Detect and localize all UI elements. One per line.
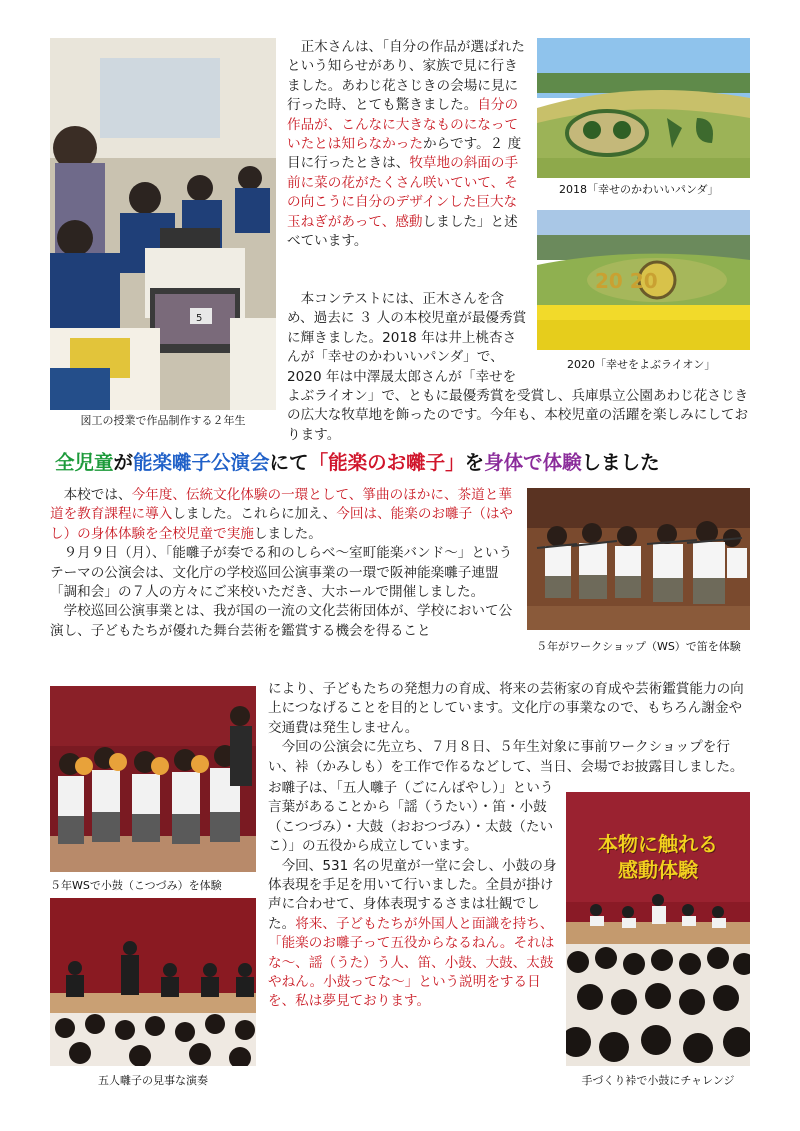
- classroom-caption: 図工の授業で作品制作する２年生: [80, 414, 246, 427]
- top-paragraph-1-run-3: 牧草地の斜面の手前に菜の花がたくさん咲いていて、その向こうに自分のデザインした巨大な玉ねぎがあって、感動: [287, 155, 519, 230]
- article-paragraph-1-run-0: 本校では、: [63, 487, 132, 503]
- kotsuzumi-ws-photo: [50, 686, 256, 872]
- headline-part-1: 全児童: [55, 451, 114, 474]
- article-paragraph-2: ９月９日（月）、「能囃子が奏でる和のしらべ〜室町能楽バンド〜」というテーマの公演会は、文化庁の学校巡回公演事業の一環で阪神能楽囃子連盟「調和会」の７人の方々にご来校いただき、大ホールで開催しました。: [50, 545, 513, 601]
- article-headline: [55, 448, 755, 478]
- article-paragraph-1: [50, 486, 518, 544]
- overlay-text-line-2: 感動体験: [618, 858, 698, 882]
- lion-caption: 2020「幸せをよぶライオン」: [567, 358, 716, 371]
- kamishimo-hall-photo: [566, 792, 750, 1066]
- gonin-bayashi-photo: [50, 898, 256, 1066]
- top-paragraph-1-run-2: からです。２ 度目に行ったときは、: [287, 136, 522, 172]
- top-paragraph-2-text: 本コンテストには、正木さんを含め、過去に ３ 人の本校児童が最優秀賞に輝きました。2018 年は井上桃杏さんが「幸せのかわいいパンダ」で、2020 年は中澤晟太郎さんが「幸せをよぶライオン」で、ともに最優秀賞を受賞し、兵庫県立公園あわじ花さじきの広大な牧草地を飾ったのです。今年も、本校児童の活躍を楽しみにしております。: [287, 291, 749, 442]
- article-paragraph-5: お囃子は、「五人囃子（ごにんばやし）」という言葉があることから「謡（うたい）・笛・小鼓（こつづみ）・大鼓（おおつづみ）・太鼓（たいこ）」の五役から成立しています。: [268, 780, 554, 855]
- top-paragraph-1-run-4: しました」と述べています。: [287, 213, 518, 250]
- headline-part-8: しました: [581, 451, 660, 474]
- flute-workshop-photo: [527, 488, 750, 630]
- top-paragraph-1-run-0: 正木さんは、「自分の作品が選ばれたという知らせがあり、家族で見に行きました。あわじ花さじきの会場に見に行った時、とても驚きました。: [287, 39, 525, 114]
- lion-field-number: 20 20: [595, 269, 658, 293]
- article-column-mid: [268, 680, 750, 777]
- photo1-number: 5: [196, 313, 203, 324]
- article-paragraph-1-run-4: しました。: [253, 525, 322, 542]
- article-paragraph-6-run-1: 将来、子どもたちが外国人と面識を持ち、「能楽のお囃子って五役からなるねん。それはな〜、謡（うた）う人、笛、小鼓、大鼓、太鼓やねん。小鼓ってな〜」という説明をする日を、私は夢見ております。: [268, 915, 555, 1010]
- flute-workshop-caption: ５年がワークショップ（WS）で笛を体験: [536, 640, 741, 653]
- headline-part-3: 能楽囃子公演会: [133, 451, 270, 474]
- top-paragraph-1-run-1: 自分の作品が、こんなに大きなものになっていたとは知らなかった: [287, 97, 519, 153]
- kotsuzumi-caption: ５年WSで小鼓（こつづみ）を体験: [50, 879, 222, 892]
- top-paragraph-1: [287, 38, 527, 251]
- headline-part-5: 「能楽のお囃子」: [308, 451, 465, 474]
- classroom-photo: [50, 38, 276, 410]
- article-paragraph-6-run-0: 今回、531 名の児童が一堂に会し、小鼓の身体表現を手足を用いて行いました。全員が掛け声に合わせて、身体表現するさまは壮観でした。: [268, 857, 557, 932]
- gonin-caption: 五人囃子の見事な演奏: [98, 1074, 208, 1087]
- headline-part-6: を: [464, 451, 485, 474]
- headline-part-7: 身体で体験: [484, 451, 582, 474]
- article-paragraph-6: [268, 857, 558, 1012]
- article-paragraph-1-run-1: 今年度、伝統文化体験の一環として、箏曲のほかに、茶道と華道を教育課程に導入: [50, 487, 512, 523]
- top-para2-wrap: [287, 290, 753, 442]
- top-text-column: [287, 38, 527, 251]
- article-column-top: [50, 486, 518, 641]
- headline-part-2: が: [113, 451, 134, 474]
- article-paragraph-1-run-3: 今回は、能楽のお囃子（はやし）の身体体験を全校児童で実施: [50, 506, 514, 542]
- overlay-text-line-1: 本物に触れる: [598, 832, 718, 856]
- kamishimo-caption: 手づくり裃で小鼓にチャレンジ: [581, 1074, 735, 1087]
- panda-caption: 2018「幸せのかわいいパンダ」: [559, 183, 719, 196]
- article-column-lower: [268, 779, 558, 1012]
- article-paragraph-4: 今回の公演会に先立ち、７月８日、５年生対象に事前ワークショップを行い、裃（かみしも）を工作で作るなどして、当日、会場でお披露目しました。: [268, 739, 744, 775]
- article-paragraph-3a: 学校巡回公演事業とは、我が国の一流の文化芸術団体が、学校において公演し、子どもたちが優れた舞台芸術を鑑賞する機会を得ること: [50, 603, 513, 639]
- article-paragraph-1-run-2: しました。これらに加え、: [172, 506, 337, 523]
- headline-part-4: にて: [269, 451, 309, 474]
- article-paragraph-3b: により、子どもたちの発想力の育成、将来の芸術家の育成や芸術鑑賞能力の向上につなげることを目的としています。文化庁の事業なので、もちろん謝金や交通費は発生しません。: [268, 681, 744, 736]
- top-para2-floatbox: [527, 290, 753, 368]
- panda-field-photo: [537, 38, 750, 178]
